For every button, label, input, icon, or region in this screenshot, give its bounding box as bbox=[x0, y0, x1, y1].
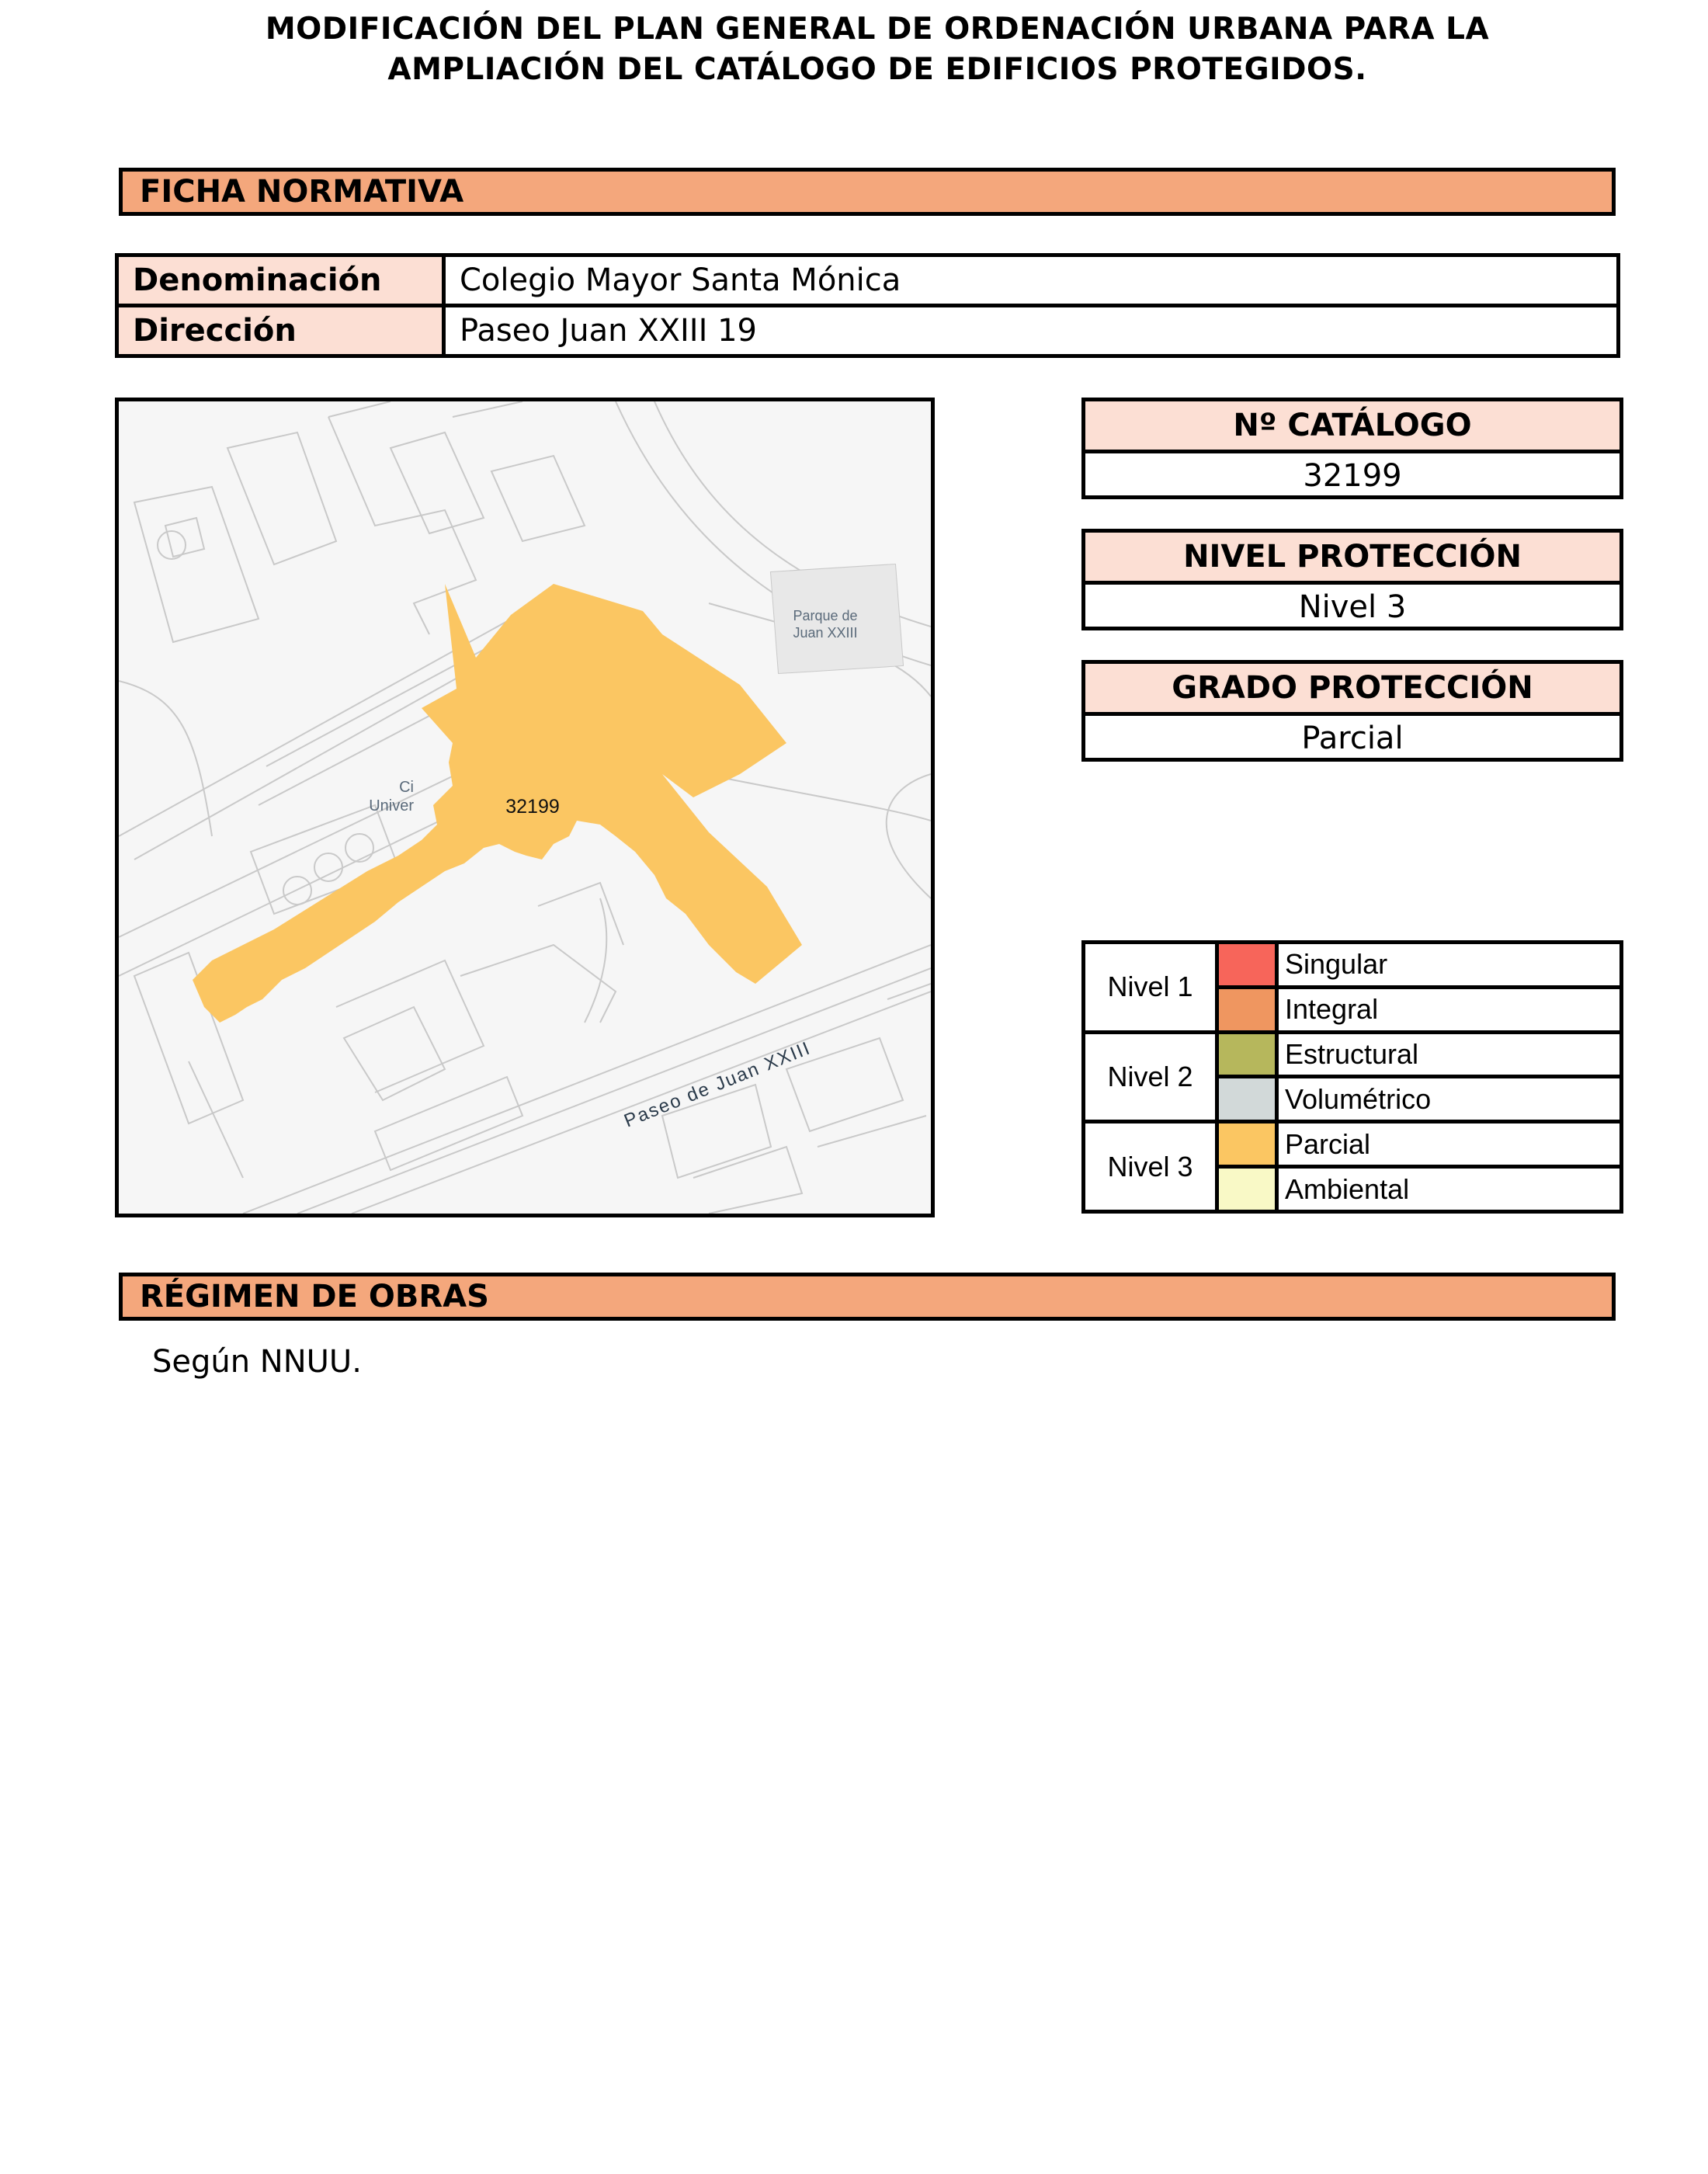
catalog-number-box bbox=[1081, 398, 1623, 499]
legend-name-estructural: Estructural bbox=[1277, 1032, 1622, 1077]
legend-row bbox=[1084, 1122, 1622, 1167]
map-park-label-1: Parque de bbox=[793, 608, 858, 623]
map-partial-label-2: Univer bbox=[369, 797, 414, 814]
legend-swatch-integral bbox=[1217, 987, 1277, 1032]
denominacion-label: Denominación bbox=[117, 255, 444, 306]
legend-level-1: Nivel 1 bbox=[1084, 943, 1217, 1033]
legend-level-2: Nivel 2 bbox=[1084, 1032, 1217, 1122]
denominacion-value: Colegio Mayor Santa Mónica bbox=[444, 255, 1619, 306]
legend-swatch-parcial bbox=[1217, 1122, 1277, 1167]
legend-swatch-estructural bbox=[1217, 1032, 1277, 1077]
protection-grade-box bbox=[1081, 660, 1623, 762]
protection-grade-header: GRADO PROTECCIÓN bbox=[1085, 664, 1619, 716]
legend-swatch-volumetrico bbox=[1217, 1077, 1277, 1122]
map-partial-label-1: Ci bbox=[399, 779, 414, 796]
protection-legend bbox=[1081, 940, 1623, 1214]
map-canvas bbox=[119, 401, 931, 1214]
legend-swatch-ambiental bbox=[1217, 1167, 1277, 1212]
regimen-obras-text: Según NNUU. bbox=[152, 1344, 362, 1380]
protection-grade-value: Parcial bbox=[1301, 721, 1404, 756]
regimen-obras-header: RÉGIMEN DE OBRAS bbox=[119, 1273, 1616, 1321]
legend-row bbox=[1084, 943, 1622, 988]
table-row bbox=[117, 255, 1619, 306]
map-street-label: Paseo de Juan XXIII bbox=[621, 1037, 814, 1132]
identification-table bbox=[115, 253, 1620, 358]
direccion-value: Paseo Juan XXIII 19 bbox=[444, 306, 1619, 356]
legend-level-3: Nivel 3 bbox=[1084, 1122, 1217, 1212]
table-row bbox=[117, 306, 1619, 356]
document-title bbox=[116, 9, 1638, 90]
map-building-id-label: 32199 bbox=[505, 796, 560, 818]
legend-swatch-singular bbox=[1217, 943, 1277, 988]
catalog-number-value: 32199 bbox=[1303, 458, 1402, 494]
location-map bbox=[115, 398, 935, 1217]
legend-row bbox=[1084, 1032, 1622, 1077]
catalog-number-header: Nº CATÁLOGO bbox=[1085, 401, 1619, 453]
legend-name-volumetrico: Volumétrico bbox=[1277, 1077, 1622, 1122]
protection-level-box bbox=[1081, 529, 1623, 630]
document-title-line-1: MODIFICACIÓN DEL PLAN GENERAL DE ORDENACIÓN URBANA PARA LA bbox=[265, 12, 1490, 47]
protection-level-value: Nivel 3 bbox=[1298, 589, 1407, 625]
legend-name-ambiental: Ambiental bbox=[1277, 1167, 1622, 1212]
document-title-line-2: AMPLIACIÓN DEL CATÁLOGO DE EDIFICIOS PROTEGIDOS. bbox=[387, 52, 1367, 87]
protection-level-header: NIVEL PROTECCIÓN bbox=[1085, 533, 1619, 585]
ficha-normativa-header: FICHA NORMATIVA bbox=[119, 168, 1616, 216]
direccion-label: Dirección bbox=[117, 306, 444, 356]
legend-name-parcial: Parcial bbox=[1277, 1122, 1622, 1167]
legend-name-singular: Singular bbox=[1277, 943, 1622, 988]
legend-name-integral: Integral bbox=[1277, 987, 1622, 1032]
map-park-label-2: Juan XXIII bbox=[793, 625, 858, 641]
